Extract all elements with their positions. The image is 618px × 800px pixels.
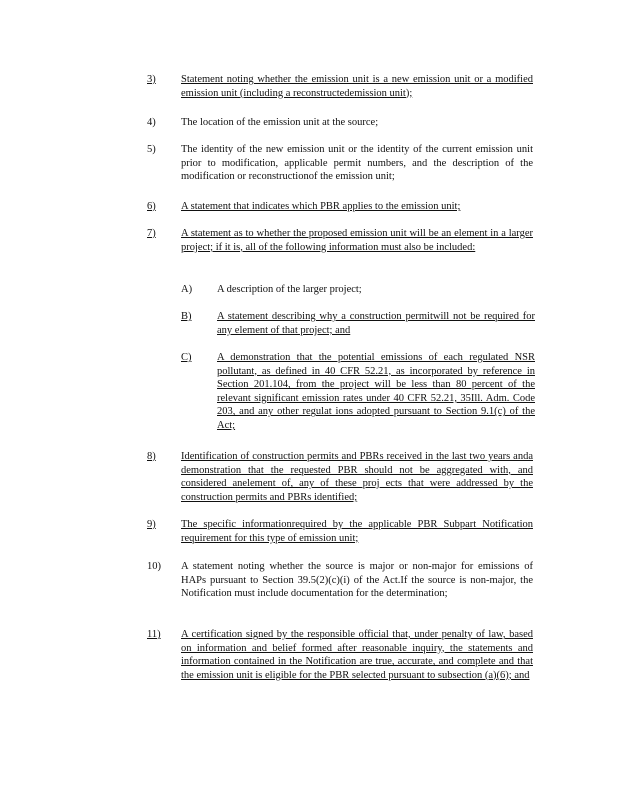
item-text: The identity of the new emission unit or the identity of the current emission unit prior to modification, applicable permit numbers, and the description of the modification or reconstructionof the emission unit;: [181, 144, 533, 183]
item-number: 10): [147, 561, 161, 572]
sub-item-number: C): [181, 352, 192, 363]
item-text: A statement that indicates which PBR applies to the emission unit;: [181, 201, 461, 212]
item-number: 6): [147, 201, 156, 212]
item-number: 5): [147, 144, 156, 155]
item-text: Identification of construction permits and PBRs received in the last two years anda demonstration that the requested PBR should not be aggregated with, and considered anelement of, any of these proj ects that were addressed by the construction permits and PBRs identified;: [181, 451, 533, 503]
item-number: 4): [147, 117, 156, 128]
item-text: The location of the emission unit at the source;: [181, 117, 379, 128]
sub-item-number: A): [181, 284, 193, 295]
sub-item-text: A statement describing why a construction permitwill not be required for any element of that project; and: [217, 311, 535, 336]
sub-item-text: A description of the larger project;: [217, 284, 362, 295]
item-number: 11): [147, 629, 161, 640]
item-text: A statement noting whether the source is major or non-major for emissions of HAPs pursuant to Section 39.5(2)(c)(i) of the Act.If the source is non-major, the Notification must include documentation for the determination;: [181, 561, 533, 600]
item-number: 3): [147, 74, 156, 85]
sub-item-text: A demonstration that the potential emissions of each regulated NSR pollutant, as defined in 40 CFR 52.21, as incorporated by reference in Section 201.104, from the project will be less than 80 percent of the relevant significant emission rates under 40 CFR 52.21, 35Ill. Adm. Code 203, and any other regulat ions adopted pursuant to Section 9.1(c) of the Act;: [217, 352, 535, 431]
item-number: 7): [147, 228, 156, 239]
item-text: The specific informationrequired by the applicable PBR Subpart Notification requirement for this type of emission unit;: [181, 519, 533, 544]
item-number: 8): [147, 451, 156, 462]
item-text: A statement as to whether the proposed emission unit will be an element in a larger project; if it is, all of the following information must also be included:: [181, 228, 533, 253]
item-number: 9): [147, 519, 156, 530]
sub-item-number: B): [181, 311, 192, 322]
item-text: Statement noting whether the emission unit is a new emission unit or a modified emission unit (including a reconstructedemission unit);: [181, 74, 533, 99]
item-text: A certification signed by the responsible official that, under penalty of law, based on information and belief formed after reasonable inquiry, the statements and information contained in the Notification are true, accurate, and complete and that the emission unit is eligible for the PBR selected pursuant to subsection (a)(6); and: [181, 629, 533, 681]
